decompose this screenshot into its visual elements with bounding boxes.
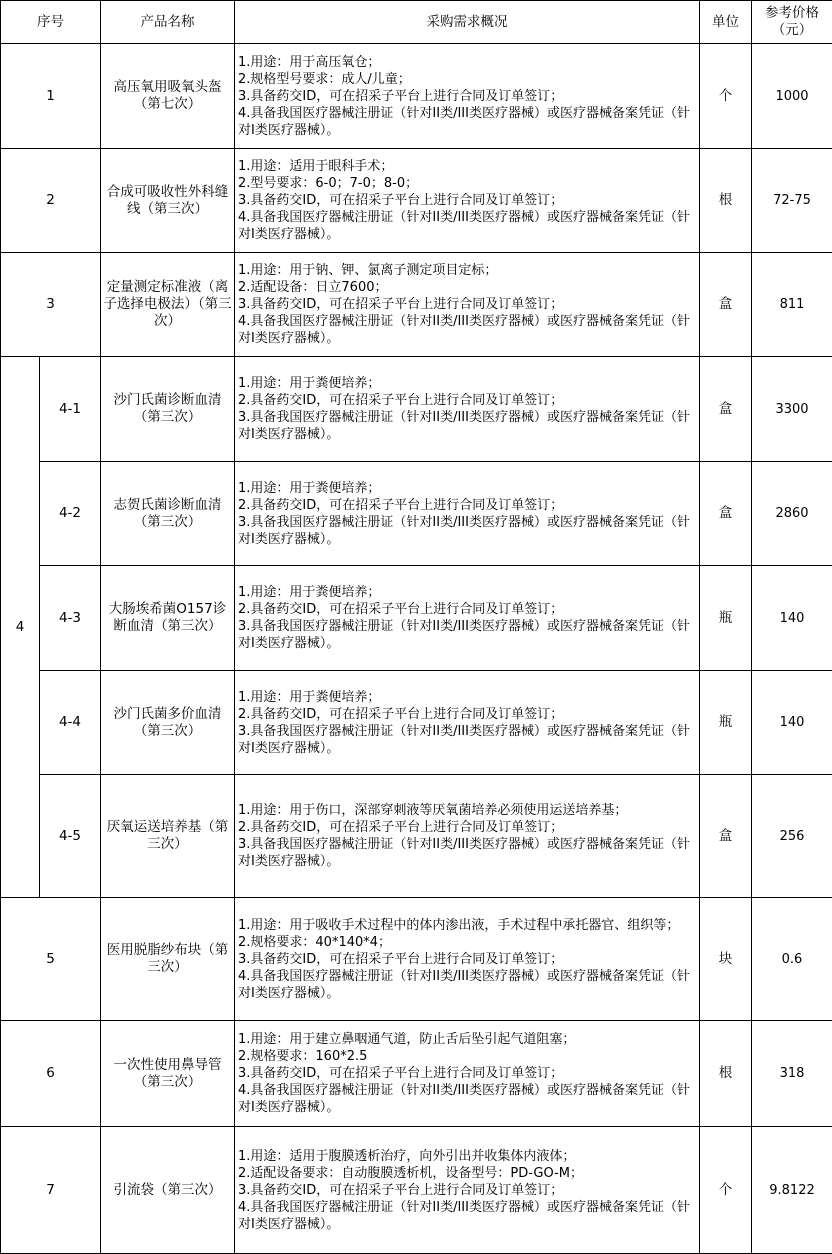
- table-row: [1, 671, 832, 775]
- group-seq: 4: [1, 357, 40, 898]
- row-requirements: 1.用途：用于粪便培养； 2.具备药交ID，可在招采子平台上进行合同及订单签订； 3.具备我国医疗器械注册证（针对II类/III类医疗器械）或医疗器械备案凭证（针对I类医疗器械）。: [235, 566, 700, 671]
- table-row: [1, 44, 832, 149]
- row-requirements: 1.用途：用于粪便培养； 2.具备药交ID，可在招采子平台上进行合同及订单签订； 3.具备我国医疗器械注册证（针对II类/III类医疗器械）或医疗器械备案凭证（针对I类医疗器械）。: [235, 671, 700, 775]
- row-price: 3300: [752, 357, 832, 462]
- row-seq: 5: [1, 898, 101, 1021]
- table-row: [1, 462, 832, 566]
- row-unit: 个: [700, 44, 752, 149]
- row-requirements: 1.用途：用于钠、钾、氯离子测定项目定标； 2.适配设备：日立7600； 3.具备药交ID，可在招采子平台上进行合同及订单签订； 4.具备我国医疗器械注册证（针对II类/III类医疗器械）或医疗器械备案凭证（针对I类医疗器械）。: [235, 253, 700, 357]
- row-price: 256: [752, 775, 832, 898]
- table-row: [1, 1021, 832, 1127]
- header-product-name: 产品名称: [101, 1, 235, 44]
- row-product-name: 医用脱脂纱布块（第三次）: [101, 898, 235, 1021]
- row-unit: 瓶: [700, 671, 752, 775]
- row-requirements: 1.用途：用于建立鼻咽通气道，防止舌后坠引起气道阻塞； 2.规格要求：160*2.5 3.具备药交ID，可在招采子平台上进行合同及订单签订； 4.具备我国医疗器械注册证（针对II类/III类医疗器械）或医疗器械备案凭证（针对I类医疗器械）。: [235, 1021, 700, 1127]
- table-header-row: [1, 1, 832, 44]
- row-product-name: 沙门氏菌多价血清（第三次）: [101, 671, 235, 775]
- row-requirements: 1.用途：用于粪便培养； 2.具备药交ID，可在招采子平台上进行合同及订单签订； 3.具备我国医疗器械注册证（针对II类/III类医疗器械）或医疗器械备案凭证（针对I类医疗器械）。: [235, 357, 700, 462]
- row-unit: 盒: [700, 775, 752, 898]
- row-seq: 3: [1, 253, 101, 357]
- row-product-name: 定量测定标准液（离子选择电极法）（第三次）: [101, 253, 235, 357]
- table-row: [1, 357, 832, 462]
- table-row: [1, 149, 832, 253]
- header-price: 参考价格 （元）: [752, 1, 832, 44]
- table-row: [1, 1127, 832, 1254]
- row-product-name: 厌氧运送培养基（第三次）: [101, 775, 235, 898]
- row-seq: 2: [1, 149, 101, 253]
- row-price: 1000: [752, 44, 832, 149]
- row-requirements: 1.用途：用于粪便培养； 2.具备药交ID，可在招采子平台上进行合同及订单签订； 3.具备我国医疗器械注册证（针对II类/III类医疗器械）或医疗器械备案凭证（针对I类医疗器械）。: [235, 462, 700, 566]
- row-unit: 根: [700, 1021, 752, 1127]
- header-seq: 序号: [1, 1, 101, 44]
- header-requirements: 采购需求概况: [235, 1, 700, 44]
- row-unit: 个: [700, 1127, 752, 1254]
- header-unit: 单位: [700, 1, 752, 44]
- row-price: 140: [752, 566, 832, 671]
- row-requirements: 1.用途：适用于眼科手术； 2.型号要求：6-0；7-0；8-0； 3.具备药交ID，可在招采子平台上进行合同及订单签订； 4.具备我国医疗器械注册证（针对II类/III类医疗器械）或医疗器械备案凭证（针对I类医疗器械）。: [235, 149, 700, 253]
- row-product-name: 合成可吸收性外科缝线（第三次）: [101, 149, 235, 253]
- row-price: 72-75: [752, 149, 832, 253]
- row-product-name: 高压氧用吸氧头盔（第七次）: [101, 44, 235, 149]
- row-requirements: 1.用途：用于伤口，深部穿刺液等厌氧菌培养必须使用运送培养基； 2.具备药交ID，可在招采子平台上进行合同及订单签订； 3.具备我国医疗器械注册证（针对II类/III类医疗器械）或医疗器械备案凭证（针对I类医疗器械）。: [235, 775, 700, 898]
- row-requirements: 1.用途：用于吸收手术过程中的体内渗出液，手术过程中承托器官、组织等； 2.规格要求：40*140*4； 3.具备药交ID，可在招采子平台上进行合同及订单签订； 4.具备我国医疗器械注册证（针对II类/III类医疗器械）或医疗器械备案凭证（针对I类医疗器械）。: [235, 898, 700, 1021]
- row-unit: 瓶: [700, 566, 752, 671]
- row-unit: 根: [700, 149, 752, 253]
- row-seq: 6: [1, 1021, 101, 1127]
- table-row: [1, 566, 832, 671]
- row-product-name: 沙门氏菌诊断血清（第三次）: [101, 357, 235, 462]
- row-subseq: 4-3: [40, 566, 101, 671]
- row-unit: 块: [700, 898, 752, 1021]
- row-subseq: 4-1: [40, 357, 101, 462]
- row-subseq: 4-4: [40, 671, 101, 775]
- row-price: 811: [752, 253, 832, 357]
- row-subseq: 4-2: [40, 462, 101, 566]
- row-subseq: 4-5: [40, 775, 101, 898]
- row-price: 0.6: [752, 898, 832, 1021]
- row-product-name: 志贺氏菌诊断血清（第三次）: [101, 462, 235, 566]
- row-requirements: 1.用途：用于高压氧仓； 2.规格型号要求：成人/儿童； 3.具备药交ID，可在招采子平台上进行合同及订单签订； 4.具备我国医疗器械注册证（针对II类/III类医疗器械）或医疗器械备案凭证（针对I类医疗器械）。: [235, 44, 700, 149]
- row-price: 2860: [752, 462, 832, 566]
- row-product-name: 引流袋（第三次）: [101, 1127, 235, 1254]
- row-price: 140: [752, 671, 832, 775]
- table-row: [1, 775, 832, 898]
- row-product-name: 一次性使用鼻导管（第三次）: [101, 1021, 235, 1127]
- row-price: 9.8122: [752, 1127, 832, 1254]
- row-product-name: 大肠埃希菌O157诊断血清（第三次）: [101, 566, 235, 671]
- table-row: [1, 898, 832, 1021]
- table-row: [1, 253, 832, 357]
- row-seq: 1: [1, 44, 101, 149]
- row-unit: 盒: [700, 357, 752, 462]
- row-price: 318: [752, 1021, 832, 1127]
- row-unit: 盒: [700, 462, 752, 566]
- row-requirements: 1.用途：适用于腹膜透析治疗，向外引出并收集体内液体； 2.适配设备要求：自动腹膜透析机，设备型号：PD-GO-M； 3.具备药交ID，可在招采子平台上进行合同及订单签订； 4.具备我国医疗器械注册证（针对II类/III类医疗器械）或医疗器械备案凭证（针对I类医疗器械）。: [235, 1127, 700, 1254]
- row-unit: 盒: [700, 253, 752, 357]
- row-seq: 7: [1, 1127, 101, 1254]
